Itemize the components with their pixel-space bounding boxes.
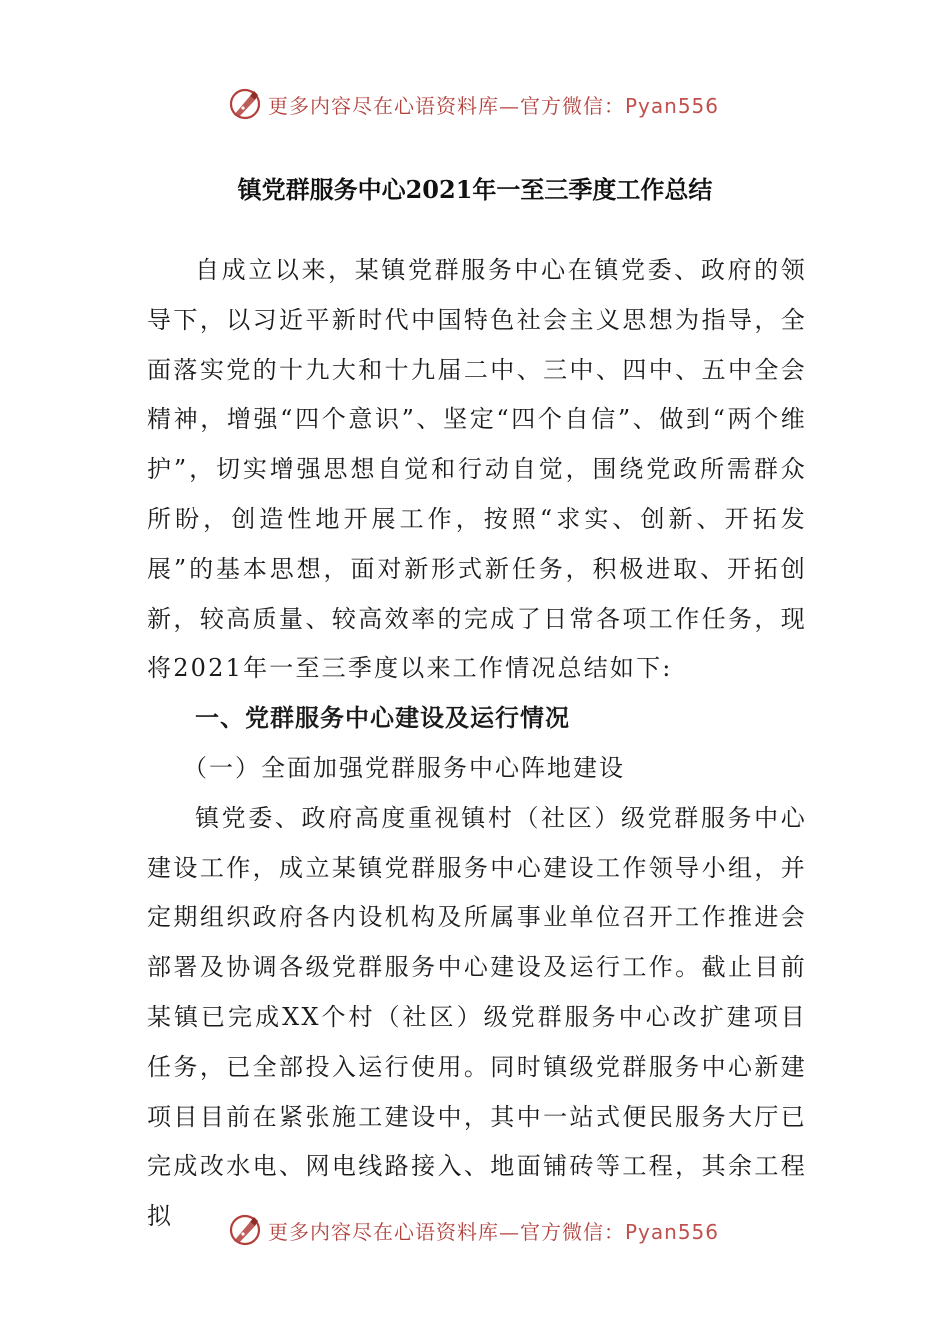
pen-nib-logo-icon <box>228 87 262 121</box>
header-watermark <box>228 84 748 124</box>
intro-paragraph: 自成立以来，某镇党群服务中心在镇党委、政府的领导下，以习近平新时代中国特色社会主义思想为指导，全面落实党的十九大和十九届二中、三中、四中、五中全会精神，增强“四个意识”、坚定“四个自信”、做到“两个维护”，切实增强思想自觉和行动自觉，围绕党政所需群众所盼，创造性地开展工作，按照“求实、创新、开拓发展”的基本思想，面对新形式新任务，积极进取、开拓创新，较高质量、较高效率的完成了日常各项工作任务，现将2021年一至三季度以来工作情况总结如下: <box>147 256 807 683</box>
footer-watermark <box>228 1210 748 1250</box>
pen-nib-logo-icon <box>228 1213 262 1247</box>
body-paragraph: 镇党委、政府高度重视镇村（社区）级党群服务中心建设工作，成立某镇党群服务中心建设工作领导小组，并定期组织政府各内设机构及所属事业单位召开工作推进会部署及协调各级党群服务中心建设及运行工作。截止目前某镇已完成XX个村（社区）级党群服务中心改扩建项目任务，已全部投入运行使用。同时镇级党群服务中心新建项目目前在紧张施工建设中，其中一站式便民服务大厅已完成改水电、网电线路接入、地面铺砖等工程，其余工程拟 <box>147 803 807 1231</box>
watermark-text: 更多内容尽在心语资料库—官方微信：Pyan556 <box>268 93 720 118</box>
subsection-heading: （一）全面加强党群服务中心阵地建设 <box>183 753 625 782</box>
section-heading: 一、党群服务中心建设及运行情况 <box>195 704 570 733</box>
watermark-text: 更多内容尽在心语资料库—官方微信：Pyan556 <box>268 1219 720 1244</box>
document-body <box>147 246 807 1242</box>
document-title: 镇党群服务中心2021年一至三季度工作总结 <box>237 175 713 204</box>
